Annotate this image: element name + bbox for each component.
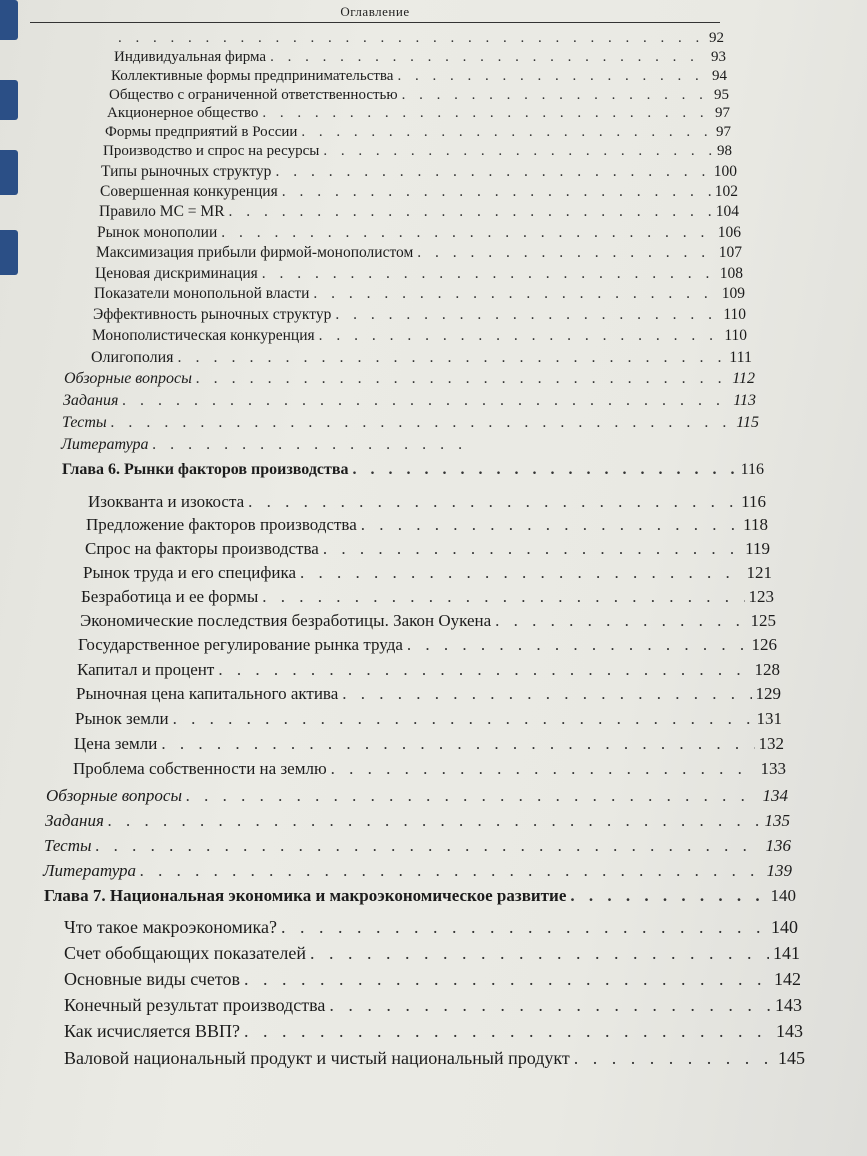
toc-entry[interactable]: Рынок земли . . . 131 — [75, 709, 782, 729]
toc-entry-tests[interactable]: Тесты . . . 115 — [62, 414, 759, 432]
toc-entry[interactable]: Цена земли . . . 132 — [74, 734, 784, 754]
toc-entry[interactable]: Что такое макроэкономика? . . . 140 — [64, 917, 798, 938]
toc-entry[interactable]: Как исчисляется ВВП? . . . 143 — [64, 1021, 803, 1042]
toc-entry[interactable]: Проблема собственности на землю . . . 133 — [73, 759, 786, 779]
toc-entry-tests[interactable]: Тесты . . . 136 — [44, 836, 791, 856]
toc-entry[interactable]: Эффективность рыночных структур . . . 110 — [93, 306, 746, 324]
toc-entry[interactable]: Максимизация прибыли фирмой-монополистом . . . 107 — [96, 244, 742, 262]
toc-entry-review-questions[interactable]: Обзорные вопросы . . . 134 — [46, 786, 788, 806]
toc-entry[interactable]: Капитал и процент . . . 128 — [77, 660, 780, 680]
toc-entry[interactable]: Государственное регулирование рынка труда . . . 126 — [78, 635, 777, 655]
toc-entry[interactable]: Формы предприятий в России . . . 97 — [105, 124, 731, 141]
toc-entry[interactable]: Рынок труда и его специфика . . . 121 — [83, 563, 772, 583]
page-title: Оглавление — [340, 4, 410, 19]
toc-entry[interactable]: Типы рыночных структур . . . 100 — [101, 163, 737, 181]
toc-entry[interactable]: Ценовая дискриминация . . . 108 — [95, 265, 743, 283]
chapter-6-heading[interactable]: Глава 6. Рынки факторов производства . . . 116 — [62, 461, 764, 479]
chapter-7-heading[interactable]: Глава 7. Национальная экономика и макроэкономическое развитие . . . 140 — [44, 886, 796, 906]
toc-entry[interactable]: Производство и спрос на ресурсы . . . 98 — [103, 143, 732, 160]
toc-entry[interactable]: Общество с ограниченной ответственностью . . . 95 — [109, 87, 729, 104]
toc-entry[interactable]: Показатели монопольной власти . . . 109 — [94, 285, 745, 303]
toc-entry-literature[interactable]: Литература . . . 139 — [43, 861, 792, 881]
toc-entry[interactable]: Совершенная конкуренция . . . 102 — [100, 183, 738, 201]
toc-entry[interactable]: Акционерное общество . . . 97 — [107, 105, 730, 122]
toc-entry[interactable]: Спрос на факторы производства . . . 119 — [85, 539, 770, 559]
toc-entry[interactable]: Счет обобщающих показателей . . . 141 — [64, 943, 800, 964]
toc-entry-carryover — [114, 30, 724, 47]
toc-entry[interactable]: Рынок монополии . . . 106 — [97, 224, 741, 242]
toc-entry[interactable]: Основные виды счетов . . . 142 — [64, 969, 801, 990]
toc-entry[interactable]: Монополистическая конкуренция . . . 110 — [92, 327, 747, 345]
toc-entry[interactable]: Экономические последствия безработицы. Закон Оукена . . . 125 — [80, 611, 776, 631]
toc-entry-literature[interactable]: Литература . . . — [61, 436, 481, 454]
toc-entry[interactable]: Индивидуальная фирма . . . 93 — [114, 49, 726, 66]
toc-entry[interactable]: Коллективные формы предпринимательства . . . 94 — [111, 68, 727, 85]
page-number: 92 — [709, 30, 724, 46]
toc-entry-tasks[interactable]: Задания . . . 113 — [63, 392, 756, 410]
toc-entry[interactable]: Безработица и ее формы . . . 123 — [81, 587, 774, 607]
toc-entry[interactable]: Олигополия . . . 111 — [91, 349, 752, 367]
toc-entry[interactable]: Валовой национальный продукт и чистый национальный продукт . . . 145 — [64, 1048, 805, 1069]
toc-entry[interactable]: Изокванта и изокоста . . . 116 — [88, 492, 766, 512]
toc-entry[interactable]: Конечный результат производства . . . 143 — [64, 995, 802, 1016]
toc-entry[interactable]: Рыночная цена капитального актива . . . 129 — [76, 684, 781, 704]
toc-entry-tasks[interactable]: Задания . . . 135 — [45, 811, 790, 831]
toc-entry[interactable]: Предложение факторов производства . . . 118 — [86, 515, 768, 535]
toc-entry[interactable]: Правило MC = MR . . . 104 — [99, 203, 739, 221]
toc-entry-review-questions[interactable]: Обзорные вопросы . . . 112 — [64, 370, 755, 388]
